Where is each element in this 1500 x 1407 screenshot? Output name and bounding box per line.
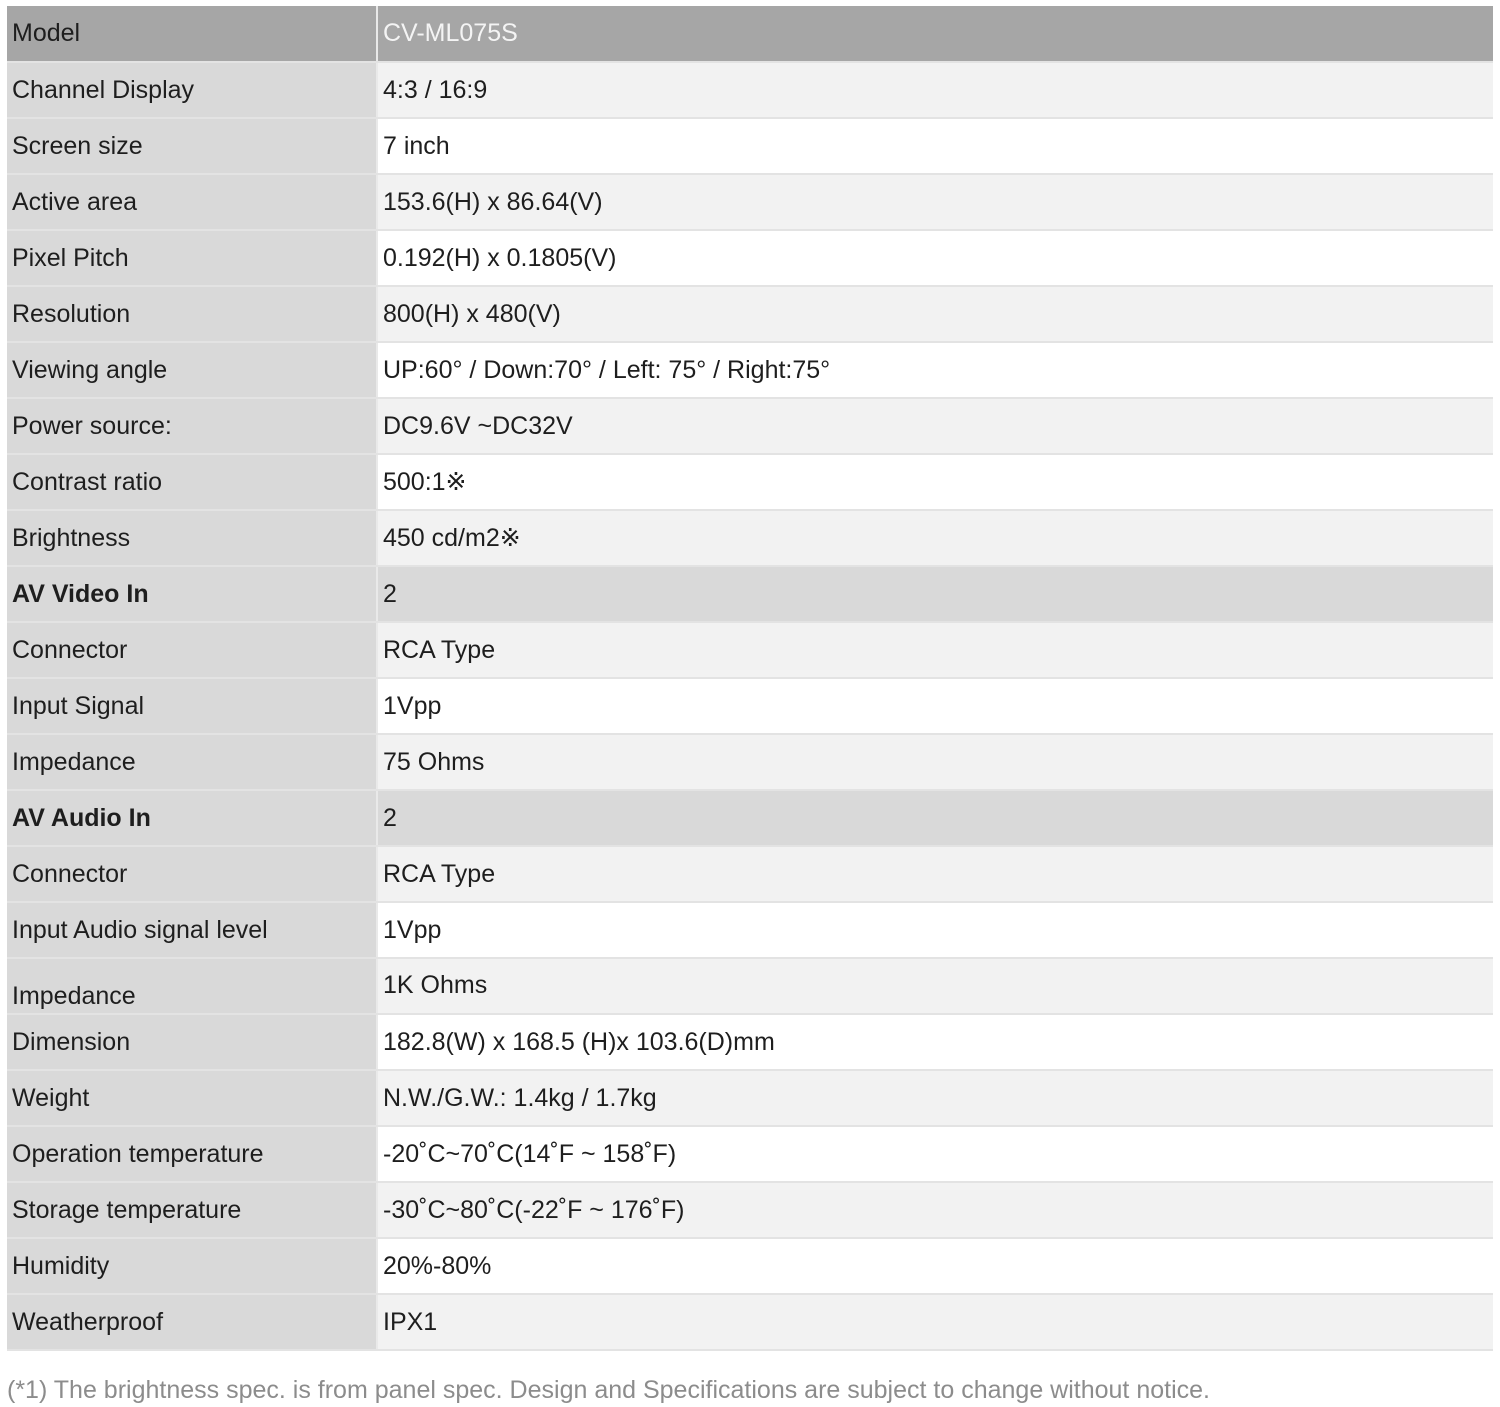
spec-value: 450 cd/m2※	[377, 510, 1493, 566]
table-row	[7, 1294, 1493, 1350]
table-row	[7, 174, 1493, 230]
spec-label: Humidity	[7, 1238, 377, 1294]
header-value: CV-ML075S	[377, 6, 1493, 62]
spec-value: 500:1※	[377, 454, 1493, 510]
spec-value: 1Vpp	[377, 902, 1493, 958]
table-section-row	[7, 790, 1493, 846]
spec-value: 800(H) x 480(V)	[377, 286, 1493, 342]
spec-label: Screen size	[7, 118, 377, 174]
table-row	[7, 230, 1493, 286]
footnote: (*1) The brightness spec. is from panel spec. Design and Specifications are subject to change without notice.	[7, 1376, 1210, 1404]
spec-label: Connector	[7, 622, 377, 678]
spec-value: RCA Type	[377, 622, 1493, 678]
table-row	[7, 118, 1493, 174]
spec-value: 1Vpp	[377, 678, 1493, 734]
table-row	[7, 286, 1493, 342]
table-row	[7, 622, 1493, 678]
spec-label: Active area	[7, 174, 377, 230]
table-row	[7, 846, 1493, 902]
spec-value: IPX1	[377, 1294, 1493, 1350]
spec-label: Storage temperature	[7, 1182, 377, 1238]
spec-value: 153.6(H) x 86.64(V)	[377, 174, 1493, 230]
spec-label: Power source:	[7, 398, 377, 454]
table-row	[7, 454, 1493, 510]
spec-table	[7, 6, 1493, 1351]
spec-value: N.W./G.W.: 1.4kg / 1.7kg	[377, 1070, 1493, 1126]
spec-label: Connector	[7, 846, 377, 902]
spec-label: Impedance	[7, 734, 377, 790]
spec-value: UP:60° / Down:70° / Left: 75° / Right:75°	[377, 342, 1493, 398]
spec-label: Input Audio signal level	[7, 902, 377, 958]
table-row	[7, 1238, 1493, 1294]
spec-value: 75 Ohms	[377, 734, 1493, 790]
table-row	[7, 1126, 1493, 1182]
spec-value: 20%-80%	[377, 1238, 1493, 1294]
spec-label: Brightness	[7, 510, 377, 566]
spec-label: Weatherproof	[7, 1294, 377, 1350]
table-header-row	[7, 6, 1493, 62]
spec-label: Pixel Pitch	[7, 230, 377, 286]
section-value: 2	[377, 566, 1493, 622]
section-label: AV Video In	[7, 566, 377, 622]
spec-label: Resolution	[7, 286, 377, 342]
spec-value: 182.8(W) x 168.5 (H)x 103.6(D)mm	[377, 1014, 1493, 1070]
spec-label: Contrast ratio	[7, 454, 377, 510]
table-row	[7, 902, 1493, 958]
spec-label: Dimension	[7, 1014, 377, 1070]
table-row	[7, 1014, 1493, 1070]
spec-label: Channel Display	[7, 62, 377, 118]
spec-value: 0.192(H) x 0.1805(V)	[377, 230, 1493, 286]
spec-value: 7 inch	[377, 118, 1493, 174]
spec-value: DC9.6V ~DC32V	[377, 398, 1493, 454]
spec-value: RCA Type	[377, 846, 1493, 902]
table-row	[7, 62, 1493, 118]
table-row	[7, 398, 1493, 454]
section-label: AV Audio In	[7, 790, 377, 846]
table-row	[7, 342, 1493, 398]
spec-value: 1K Ohms	[377, 958, 1493, 1014]
table-row	[7, 510, 1493, 566]
table-row	[7, 958, 1493, 1014]
table-section-row	[7, 566, 1493, 622]
spec-value: 4:3 / 16:9	[377, 62, 1493, 118]
spec-label: Weight	[7, 1070, 377, 1126]
spec-value: -20˚C~70˚C(14˚F ~ 158˚F)	[377, 1126, 1493, 1182]
table-row	[7, 678, 1493, 734]
table-row	[7, 734, 1493, 790]
spec-value: -30˚C~80˚C(-22˚F ~ 176˚F)	[377, 1182, 1493, 1238]
table-row	[7, 1182, 1493, 1238]
spec-label: Impedance	[7, 958, 377, 1014]
spec-label: Input Signal	[7, 678, 377, 734]
header-label: Model	[7, 6, 377, 62]
spec-label: Operation temperature	[7, 1126, 377, 1182]
spec-label: Viewing angle	[7, 342, 377, 398]
table-row	[7, 1070, 1493, 1126]
section-value: 2	[377, 790, 1493, 846]
